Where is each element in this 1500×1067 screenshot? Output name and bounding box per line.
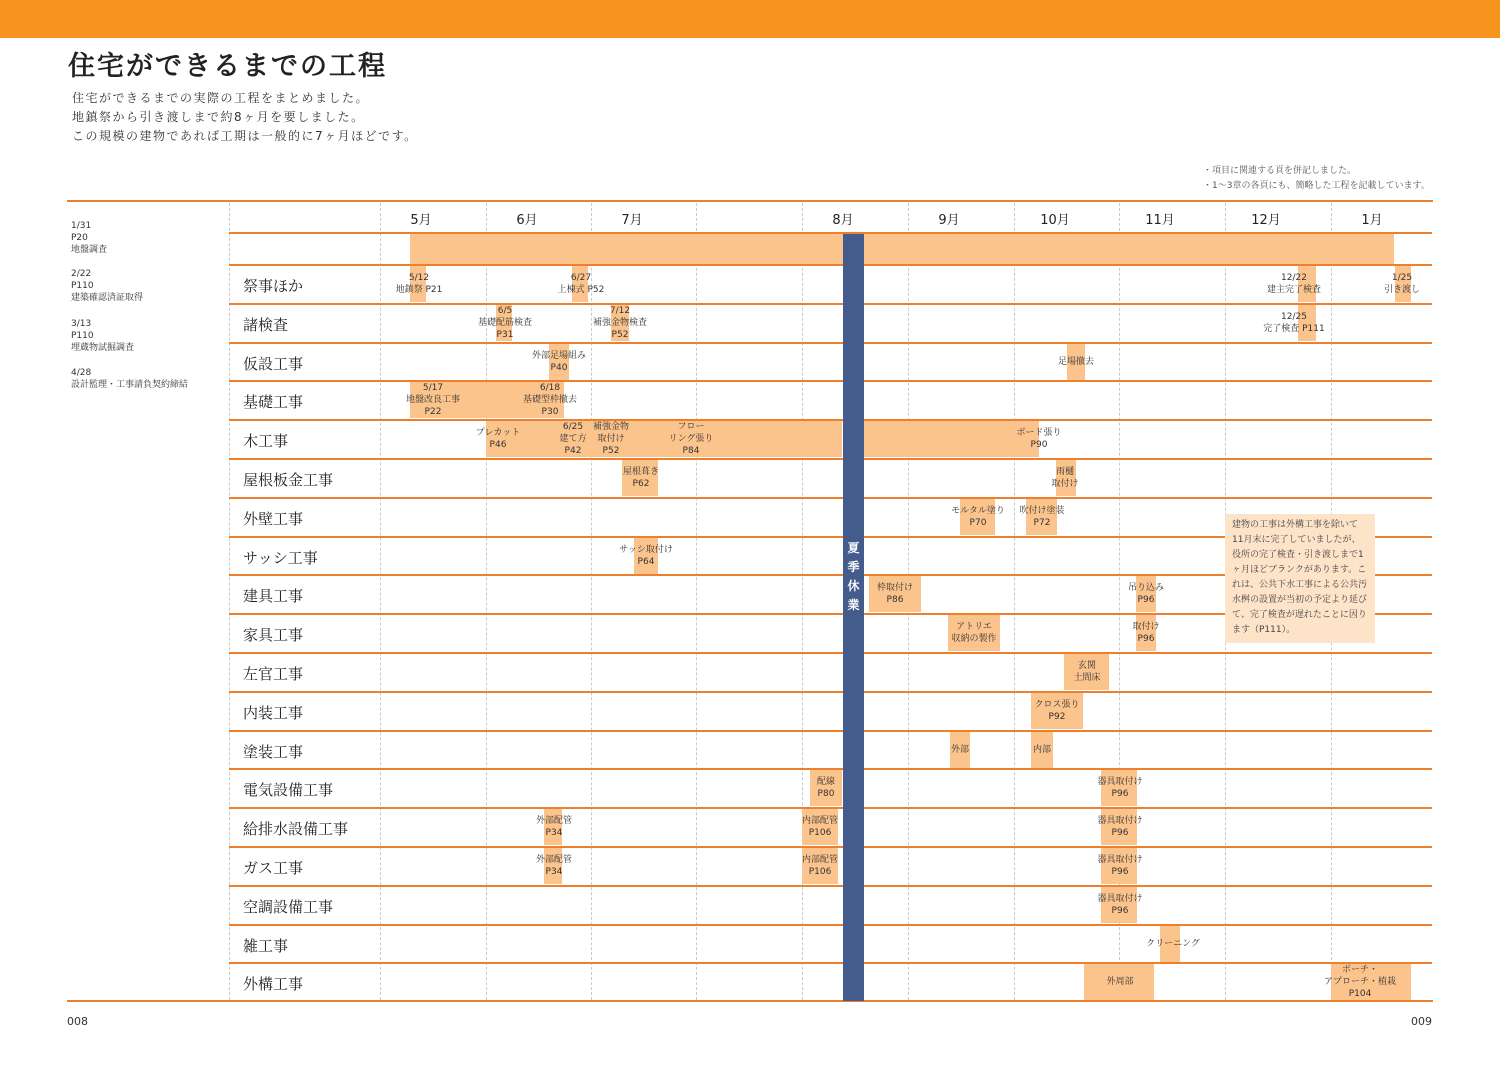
row-label: 屋根板金工事 xyxy=(243,471,334,489)
note-line-1: ・項目に関連する頁を併記しました。 xyxy=(1203,166,1357,176)
task-label-line: P96 xyxy=(1111,867,1129,877)
row-label: サッシ工事 xyxy=(243,549,318,567)
task-label-line: 取付け xyxy=(597,434,625,444)
month-label: 6月 xyxy=(516,213,538,228)
task-label-line: P52 xyxy=(611,330,629,340)
pre-construction-page: P110 xyxy=(71,331,94,341)
task-label-line: モルタル塗り xyxy=(951,506,1005,516)
task-label xyxy=(1263,311,1324,335)
task-label xyxy=(559,421,586,457)
task-label xyxy=(1267,272,1321,296)
task-label-line: 内部配管 xyxy=(801,855,839,865)
task-label-line: 6/27 xyxy=(570,273,592,283)
intro-line-3: この規模の建物であれば工期は一般的に7ヶ月ほどです。 xyxy=(72,129,418,143)
task-label-line: P22 xyxy=(424,407,442,417)
row-label: 基礎工事 xyxy=(243,393,304,411)
row-label: 仮設工事 xyxy=(243,355,304,373)
row-divider xyxy=(229,730,1432,732)
pre-construction-date: 2/22 xyxy=(71,269,92,279)
task-label-line: 完了検査 P111 xyxy=(1263,324,1325,334)
task-label-line: 6/25 xyxy=(562,422,584,432)
intro-line-2: 地鎮祭から引き渡しまで約8ヶ月を要しました。 xyxy=(72,110,365,124)
summer-break-char: 休 xyxy=(847,579,860,593)
task-label xyxy=(523,382,577,418)
frame-line-bottom xyxy=(67,1000,1433,1002)
summer-break-label xyxy=(843,539,864,615)
row-label: 祭事ほか xyxy=(243,277,304,295)
row-divider xyxy=(229,924,1432,926)
task-label xyxy=(1016,427,1061,451)
month-gridline xyxy=(1014,203,1015,1000)
task-label-line: 12/25 xyxy=(1281,312,1307,322)
task-label xyxy=(1033,744,1051,756)
task-label xyxy=(951,744,969,756)
task-label xyxy=(536,815,572,839)
task-label-line: ボード張り xyxy=(1016,428,1062,438)
intro-line-1: 住宅ができるまでの実際の工程をまとめました。 xyxy=(72,91,370,105)
task-label-line: P96 xyxy=(1111,789,1129,799)
task-label-line: 収納の製作 xyxy=(951,634,997,644)
task-label-line: 外周部 xyxy=(1106,977,1134,987)
pre-construction-date: 4/28 xyxy=(71,368,92,378)
header-band xyxy=(0,0,1500,38)
task-label-line: 雨樋 xyxy=(1055,467,1075,477)
task-label-line: 配線 xyxy=(816,777,836,787)
row-label: 給排水設備工事 xyxy=(243,820,349,838)
pre-construction-text: 建築確認済証取得 xyxy=(71,293,144,303)
task-label xyxy=(1324,964,1396,1000)
month-label: 7月 xyxy=(621,213,643,228)
task-label-line: 基礎配筋検査 xyxy=(477,318,533,328)
task-label xyxy=(1058,356,1094,368)
task-label-line: P106 xyxy=(808,867,832,877)
task-label xyxy=(396,272,443,296)
task-label xyxy=(1097,815,1142,839)
pre-construction-text: 地盤調査 xyxy=(71,245,108,255)
task-label-line: 器具取付け xyxy=(1097,777,1143,787)
task-label-line: 6/5 xyxy=(497,306,513,316)
row-divider xyxy=(229,342,1432,344)
task-label xyxy=(1097,776,1142,800)
task-label-line: P96 xyxy=(1137,634,1155,644)
task-label xyxy=(669,421,714,457)
summer-break-char: 季 xyxy=(847,560,860,574)
task-label-line: 土間床 xyxy=(1073,673,1101,683)
row-label: 電気設備工事 xyxy=(243,781,334,799)
task-label-line: 1/25 xyxy=(1391,273,1413,283)
task-label xyxy=(1128,582,1164,606)
task-label-line: 玄関 xyxy=(1077,661,1097,671)
task-label-line: アプローチ・植栽 xyxy=(1323,977,1397,987)
pre-construction-page: P20 xyxy=(71,233,88,243)
page-title: 住宅ができるまでの工程 xyxy=(68,51,387,82)
task-label xyxy=(1034,699,1079,723)
task-label-line: P34 xyxy=(545,828,563,838)
task-label-line: P62 xyxy=(632,479,650,489)
task-label xyxy=(1019,505,1064,529)
row-label: 建具工事 xyxy=(243,587,304,605)
task-label xyxy=(478,305,532,341)
task-label-line: 足場撤去 xyxy=(1057,357,1095,367)
task-label-line: P72 xyxy=(1033,518,1051,528)
row-divider xyxy=(229,885,1432,887)
month-label: 11月 xyxy=(1145,213,1175,228)
task-label-line: P80 xyxy=(817,789,835,799)
task-label-line: 上棟式 P52 xyxy=(557,285,605,295)
task-label-line: 建主完了検査 xyxy=(1266,285,1322,295)
task-label-line: クロス張り xyxy=(1034,700,1080,710)
task-label xyxy=(1051,466,1078,490)
task-label-line: クリーニング xyxy=(1146,939,1200,949)
month-gridline xyxy=(696,203,697,1000)
month-gridline xyxy=(380,203,381,1000)
task-label xyxy=(1097,854,1142,878)
task-label-line: P96 xyxy=(1111,828,1129,838)
month-label: 12月 xyxy=(1251,213,1281,228)
task-label-line: アトリエ xyxy=(956,622,992,632)
task-label-line: P70 xyxy=(969,518,987,528)
task-label-line: 屋根葺き xyxy=(622,467,660,477)
task-label-line: P31 xyxy=(496,330,514,340)
task-label xyxy=(1146,938,1200,950)
overall-period-band xyxy=(410,234,1394,264)
task-label xyxy=(536,854,572,878)
task-label xyxy=(1132,621,1159,645)
pre-construction-text: 埋蔵物試掘調査 xyxy=(71,343,135,353)
task-label-line: ポーチ・ xyxy=(1341,965,1379,975)
row-label: 家具工事 xyxy=(243,626,304,644)
task-label xyxy=(619,544,673,568)
task-label-line: 補強金物検査 xyxy=(592,318,648,328)
task-label-line: 引き渡し xyxy=(1383,285,1421,295)
task-label-line: 地盤改良工事 xyxy=(405,395,461,405)
task-label-line: 6/18 xyxy=(539,383,561,393)
task-label-line: 取付け xyxy=(1132,622,1160,632)
task-label xyxy=(817,776,835,800)
row-label: 空調設備工事 xyxy=(243,898,334,916)
task-label-line: 取付け xyxy=(1051,479,1079,489)
task-label-line: P106 xyxy=(808,828,832,838)
task-label-line: 地鎮祭 P21 xyxy=(395,285,443,295)
pre-construction-date: 1/31 xyxy=(71,221,92,231)
summer-break-column xyxy=(843,234,864,1001)
task-label xyxy=(1106,976,1133,988)
task-label xyxy=(623,466,659,490)
task-label-line: 器具取付け xyxy=(1097,894,1143,904)
pre-construction-item xyxy=(71,268,143,304)
task-label-line: P40 xyxy=(550,363,568,373)
month-label: 8月 xyxy=(832,213,854,228)
task-label-line: P42 xyxy=(564,446,582,456)
task-label-line: P46 xyxy=(489,440,507,450)
task-label-line: P64 xyxy=(637,557,655,567)
pre-construction-item xyxy=(71,318,134,354)
task-label xyxy=(951,505,1005,529)
row-label: 左官工事 xyxy=(243,665,304,683)
task-label-line: P96 xyxy=(1111,906,1129,916)
task-label-line: P90 xyxy=(1030,440,1048,450)
task-label xyxy=(558,272,605,296)
task-label-line: 内部配管 xyxy=(801,816,839,826)
task-label-line: P30 xyxy=(541,407,559,417)
row-divider xyxy=(229,458,1432,460)
task-label-line: P52 xyxy=(602,446,620,456)
month-label: 1月 xyxy=(1361,213,1383,228)
task-label-line: 基礎型枠撤去 xyxy=(522,395,578,405)
summer-break-char: 夏 xyxy=(847,541,860,555)
task-label xyxy=(1384,272,1420,296)
page-number-right: 009 xyxy=(1411,1015,1432,1028)
task-label xyxy=(593,421,629,457)
task-label xyxy=(593,305,647,341)
task-label xyxy=(802,854,838,878)
row-divider xyxy=(229,303,1432,305)
task-label-line: 建て方 xyxy=(559,434,587,444)
row-divider xyxy=(229,497,1432,499)
row-label: 塗装工事 xyxy=(243,743,304,761)
task-label-line: 枠取付け xyxy=(876,583,914,593)
task-label-line: 外部 xyxy=(950,745,970,755)
month-label: 10月 xyxy=(1040,213,1070,228)
row-label: 木工事 xyxy=(243,432,289,450)
pre-construction-date: 3/13 xyxy=(71,319,92,329)
side-note: 建物の工事は外構工事を除いて11月末に完了していましたが、役所の完了検査・引き渡しまで1ヶ月ほどブランクがあります。これは、公共下水工事による公共汚水桝の設置が当初の予定より延びて、完了検査が遅れたことに因ります（P111）。 xyxy=(1225,514,1375,643)
row-label: ガス工事 xyxy=(243,859,304,877)
row-label: 外構工事 xyxy=(243,975,304,993)
task-label-line: 5/12 xyxy=(408,273,430,283)
task-label-line: 吹付け塗装 xyxy=(1019,506,1065,516)
month-gridline xyxy=(591,203,592,1000)
task-label-line: 器具取付け xyxy=(1097,816,1143,826)
month-label: 5月 xyxy=(410,213,432,228)
task-label xyxy=(951,621,996,645)
task-label-line: P96 xyxy=(1137,595,1155,605)
task-label-line: 7/12 xyxy=(609,306,631,316)
task-label-line: 5/17 xyxy=(422,383,444,393)
row-label: 内装工事 xyxy=(243,704,304,722)
task-label xyxy=(476,427,521,451)
task-label-line: 補強金物 xyxy=(592,422,630,432)
row-label: 諸検査 xyxy=(243,316,289,334)
task-label-line: P34 xyxy=(545,867,563,877)
task-label-line: 内部 xyxy=(1032,745,1052,755)
page-number-left: 008 xyxy=(67,1015,88,1028)
task-bar xyxy=(864,421,1039,457)
task-label-line: 外部配管 xyxy=(535,855,573,865)
task-label xyxy=(877,582,913,606)
pre-construction-page: P110 xyxy=(71,281,94,291)
task-label-line: P92 xyxy=(1048,712,1066,722)
task-label-line: P86 xyxy=(886,595,904,605)
row-divider xyxy=(229,691,1432,693)
task-label-line: プレカット xyxy=(475,428,521,438)
task-label-line: リング張り xyxy=(668,434,714,444)
row-label: 外壁工事 xyxy=(243,510,304,528)
pre-construction-item xyxy=(71,220,107,256)
row-label: 雑工事 xyxy=(243,937,289,955)
task-label-line: 外部足場組み xyxy=(531,351,587,361)
task-label-line: 外部配管 xyxy=(535,816,573,826)
summer-break-char: 業 xyxy=(847,598,860,612)
task-label-line: P104 xyxy=(1348,989,1372,999)
task-label-line: 器具取付け xyxy=(1097,855,1143,865)
task-label-line: P84 xyxy=(682,446,700,456)
task-label xyxy=(802,815,838,839)
task-label-line: 吊り込み xyxy=(1127,583,1165,593)
row-divider xyxy=(229,962,1432,964)
task-label xyxy=(406,382,460,418)
label-column-divider xyxy=(229,203,230,1000)
row-divider xyxy=(229,652,1432,654)
frame-line-top xyxy=(67,200,1433,202)
task-label xyxy=(1073,660,1100,684)
task-label xyxy=(532,350,586,374)
task-label xyxy=(1097,893,1142,917)
pre-construction-text: 設計監理・工事請負契約締結 xyxy=(71,380,189,390)
month-label: 9月 xyxy=(938,213,960,228)
task-label-line: 12/22 xyxy=(1281,273,1307,283)
pre-construction-item xyxy=(71,367,188,391)
task-bar xyxy=(486,421,842,457)
note-line-2: ・1〜3章の各頁にも、簡略した工程を記載しています。 xyxy=(1203,181,1430,191)
task-label-line: フロー xyxy=(677,422,705,432)
task-label-line: サッシ取付け xyxy=(619,545,673,555)
